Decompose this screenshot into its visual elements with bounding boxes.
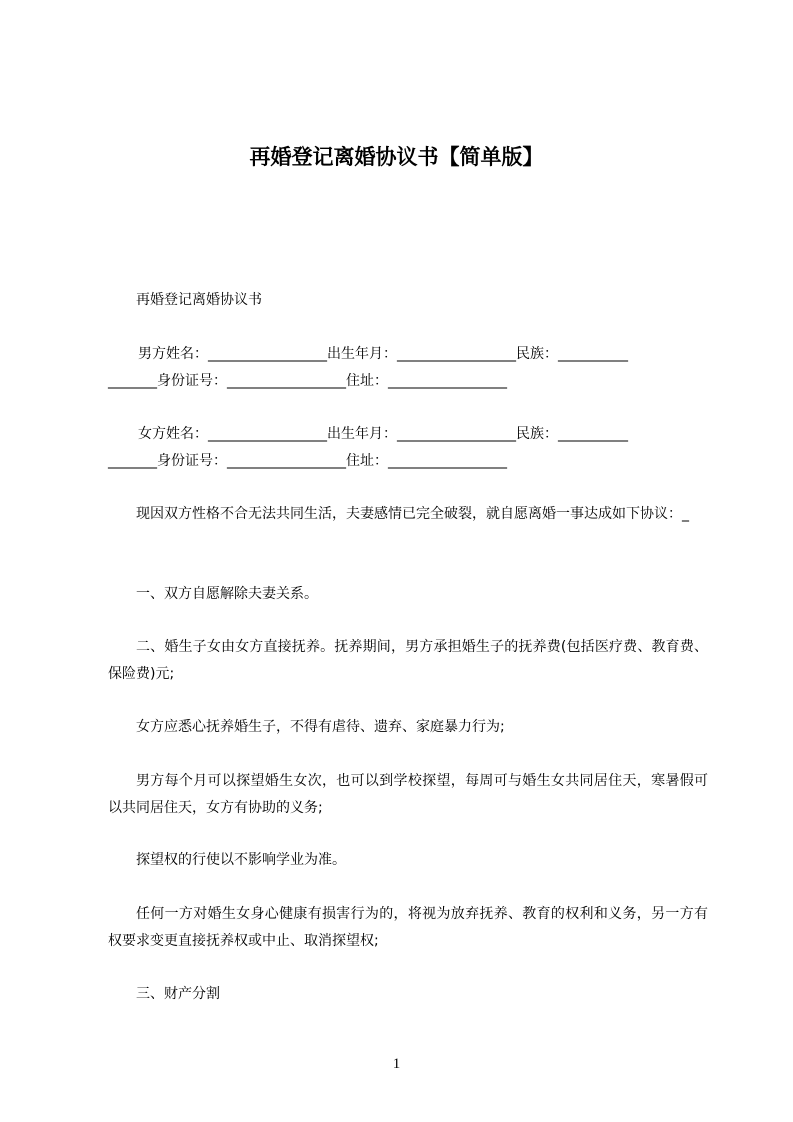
clause-2-paragraph-c: 男方每个月可以探望婚生女次，也可以到学校探望，每周可与婚生女共同居住天，寒暑假可以共同居住天，女方有协助的义务;: [108, 773, 708, 816]
clause-2-paragraph-b: 女方应悉心抚养婚生子，不得有虐待、遗弃、家庭暴力行为;: [136, 719, 505, 735]
agreement-subtitle: 再婚登记离婚协议书: [136, 292, 262, 308]
husband-info-line-2: _______身份证号：_________________住址：_________________: [108, 373, 507, 389]
intro-paragraph: 现因双方性格不合无法共同生活，夫妻感情已完全破裂，就自愿离婚一事达成如下协议：_: [136, 506, 689, 522]
clause-2-paragraph-e: 任何一方对婚生女身心健康有损害行为的，将视为放弃抚养、教育的权利和义务，另一方有权要求变更直接抚养权或中止、取消探望权;: [108, 906, 708, 949]
clause-2-paragraph-d: 探望权的行使以不影响学业为准。: [136, 852, 346, 868]
husband-info-line-1: 男方姓名：_________________出生年月：_________________民族：__________: [138, 346, 628, 362]
page-number: 1: [392, 1056, 401, 1072]
clause-2: 二、婚生子女由女方直接抚养。抚养期间，男方承担婚生子的抚养费(包括医疗费、教育费、保险费)元;: [108, 639, 708, 682]
wife-info-line-2: _______身份证号：_________________住址：_________________: [108, 453, 507, 469]
document-title: 再婚登记离婚协议书【简单版】: [249, 145, 544, 169]
wife-info-line-1: 女方姓名：_________________出生年月：_________________民族：__________: [138, 426, 628, 442]
clause-3: 三、财产分割: [136, 986, 220, 1002]
clause-1: 一、双方自愿解除夫妻关系。: [136, 586, 318, 602]
